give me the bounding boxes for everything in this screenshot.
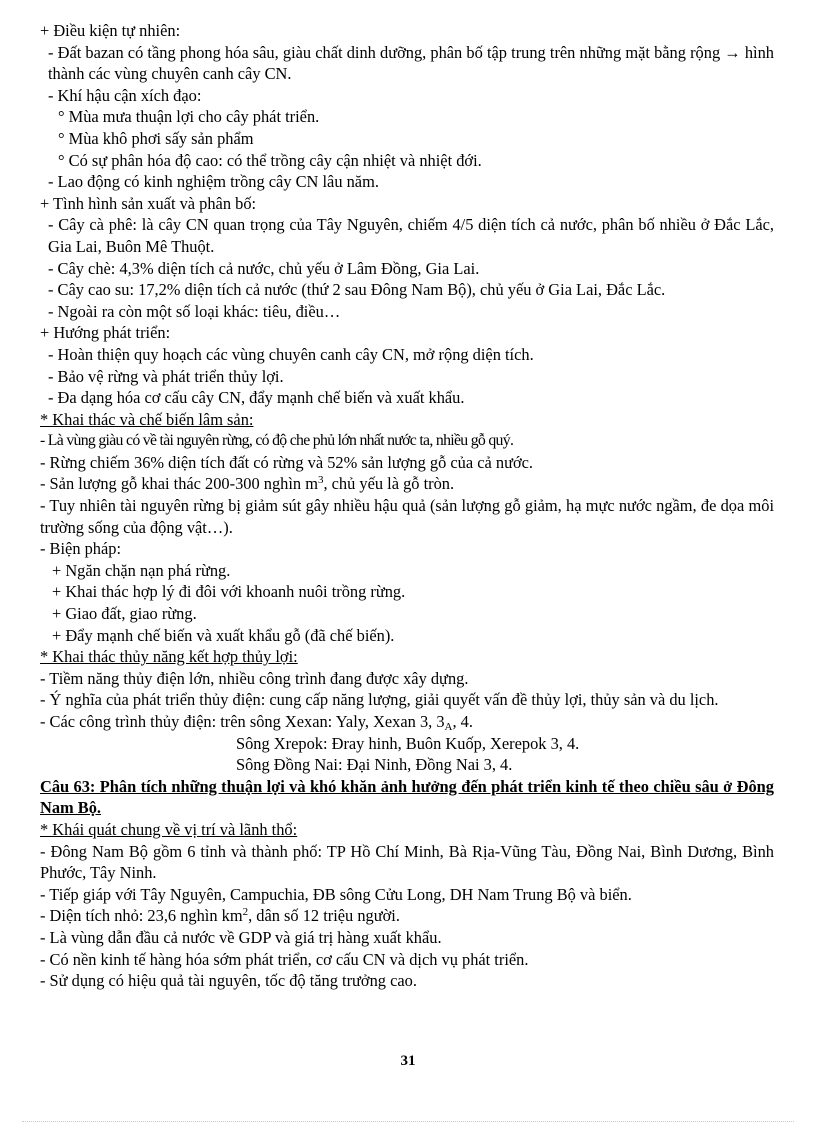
measure-item: + Giao đất, giao rừng. bbox=[52, 604, 197, 624]
measure-item: + Đẩy mạnh chế biến và xuất khẩu gỗ (đã chế biến). bbox=[52, 625, 395, 645]
natural-conditions-heading: + Điều kiện tự nhiên: bbox=[40, 21, 181, 40]
soil-paragraph: - Đất bazan có tầng phong hóa sâu, giàu chất dinh dưỡng, phân bố tập trung trên những mặt bằng rộng → hình thành các vùng chuyên canh cây CN. bbox=[48, 42, 774, 84]
measure-item: + Ngăn chặn nạn phá rừng. bbox=[52, 560, 231, 580]
forestry-text: , chủ yếu là gỗ tròn. bbox=[323, 474, 455, 494]
hydropower-heading: * Khai thác thủy năng kết hợp thủy lợi: bbox=[40, 647, 298, 667]
subscript: A bbox=[444, 721, 453, 733]
direction-item: - Bảo vệ rừng và phát triển thủy lợi. bbox=[48, 366, 284, 386]
rubber-paragraph: - Cây cao su: 17,2% diện tích cả nước (thứ 2 sau Đông Nam Bộ), chủ yếu ở Gia Lai, Đắc Lắc. bbox=[48, 280, 666, 300]
hydropower-text: , 4. bbox=[452, 712, 473, 731]
forestry-item: - Rừng chiếm 36% diện tích đất có rừng và 52% sản lượng gỗ của cả nước. bbox=[40, 452, 534, 472]
direction-heading: + Hướng phát triển: bbox=[40, 323, 171, 343]
hydropower-item: - Tiềm năng thủy điện lớn, nhiều công trình đang được xây dựng. bbox=[40, 668, 469, 688]
general-item: - Tiếp giáp với Tây Nguyên, Campuchia, ĐB sông Cửu Long, DH Nam Trung Bộ và biển. bbox=[40, 884, 632, 904]
general-text: - Diện tích nhỏ: 23,6 nghìn km bbox=[40, 906, 243, 926]
general-item: - Là vùng dẫn đầu cả nước về GDP và giá trị hàng xuất khẩu. bbox=[40, 927, 442, 947]
hydropower-paragraph: - Ý nghĩa của phát triển thủy điện: cung cấp năng lượng, giải quyết vấn đề thủy lợi, thủy sản và du lịch. bbox=[40, 690, 719, 710]
hydropower-river-line: Sông Xrepok: Đray hinh, Buôn Kuốp, Xerepok 3, 4. bbox=[236, 733, 580, 753]
superscript: 3 bbox=[317, 474, 324, 487]
hydropower-river-line: Sông Đồng Nai: Đại Ninh, Đồng Nai 3, 4. bbox=[236, 755, 513, 775]
labor-item: - Lao động có kinh nghiệm trồng cây CN lâu năm. bbox=[48, 172, 379, 192]
general-item bbox=[40, 905, 774, 927]
production-heading: + Tình hình sản xuất và phân bố: bbox=[40, 193, 257, 213]
climate-item: - Khí hậu cận xích đạo: bbox=[48, 85, 202, 105]
question-title: Câu 63: Phân tích những thuận lợi và khó khăn ảnh hưởng đến phát triển kinh tế theo chiều sâu ở Đông Nam Bộ. bbox=[40, 776, 774, 818]
page-content bbox=[40, 20, 774, 992]
page-number: 31 bbox=[400, 1053, 416, 1069]
forestry-paragraph: - Tuy nhiên tài nguyên rừng bị giảm sút gây nhiều hậu quả (sản lượng gỗ giảm, hạ mực nước ngầm, đe dọa môi trường sống của động vật…). bbox=[40, 496, 774, 537]
climate-subitem: ° Mùa khô phơi sấy sản phẩm bbox=[58, 128, 254, 148]
general-heading: * Khái quát chung về vị trí và lãnh thổ: bbox=[40, 819, 298, 839]
climate-subitem: ° Có sự phân hóa độ cao: có thể trồng cây cận nhiệt và nhiệt đới. bbox=[58, 150, 482, 170]
hydropower-item bbox=[40, 711, 774, 733]
direction-item: - Hoàn thiện quy hoạch các vùng chuyên canh cây CN, mở rộng diện tích. bbox=[48, 344, 534, 364]
forestry-item: - Là vùng giàu có về tài nguyên rừng, có độ che phủ lớn nhất nước ta, nhiều gỗ quý. bbox=[40, 432, 514, 450]
superscript: 2 bbox=[242, 906, 249, 919]
general-item: - Có nền kinh tế hàng hóa sớm phát triển, cơ cấu CN và dịch vụ phát triển. bbox=[40, 949, 529, 969]
general-text: , dân số 12 triệu người. bbox=[248, 906, 400, 926]
coffee-paragraph: - Cây cà phê: là cây CN quan trọng của Tây Nguyên, chiếm 4/5 diện tích cả nước, phân bố nhiều ở Đắc Lắc, Gia Lai, Buôn Mê Thuột. bbox=[48, 215, 774, 256]
others-item: - Ngoài ra còn một số loại khác: tiêu, điều… bbox=[48, 301, 341, 321]
general-item: - Sử dụng có hiệu quả tài nguyên, tốc độ tăng trưởng cao. bbox=[40, 971, 417, 991]
measure-item: + Khai thác hợp lý đi đôi với khoanh nuôi trồng rừng. bbox=[52, 582, 406, 602]
hydropower-text: - Các công trình thủy điện: trên sông Xexan: Yaly, Xexan 3, 3 bbox=[40, 712, 445, 731]
general-paragraph: - Đông Nam Bộ gồm 6 tỉnh và thành phố: TP Hồ Chí Minh, Bà Rịa-Vũng Tàu, Đồng Nai, Bình Dương, Bình Phước, Tây Ninh. bbox=[40, 841, 774, 883]
measures-label: - Biện pháp: bbox=[40, 539, 122, 559]
direction-item: - Đa dạng hóa cơ cấu cây CN, đẩy mạnh chế biến và xuất khẩu. bbox=[48, 388, 465, 408]
forestry-item bbox=[40, 473, 774, 495]
footer-divider bbox=[22, 1121, 794, 1122]
tea-item: - Cây chè: 4,3% diện tích cả nước, chủ yếu ở Lâm Đồng, Gia Lai. bbox=[48, 258, 480, 278]
climate-subitem: ° Mùa mưa thuận lợi cho cây phát triển. bbox=[58, 107, 320, 127]
forestry-text: - Sản lượng gỗ khai thác 200-300 nghìn m bbox=[40, 474, 318, 494]
forestry-heading: * Khai thác và chế biến lâm sản: bbox=[40, 409, 254, 429]
